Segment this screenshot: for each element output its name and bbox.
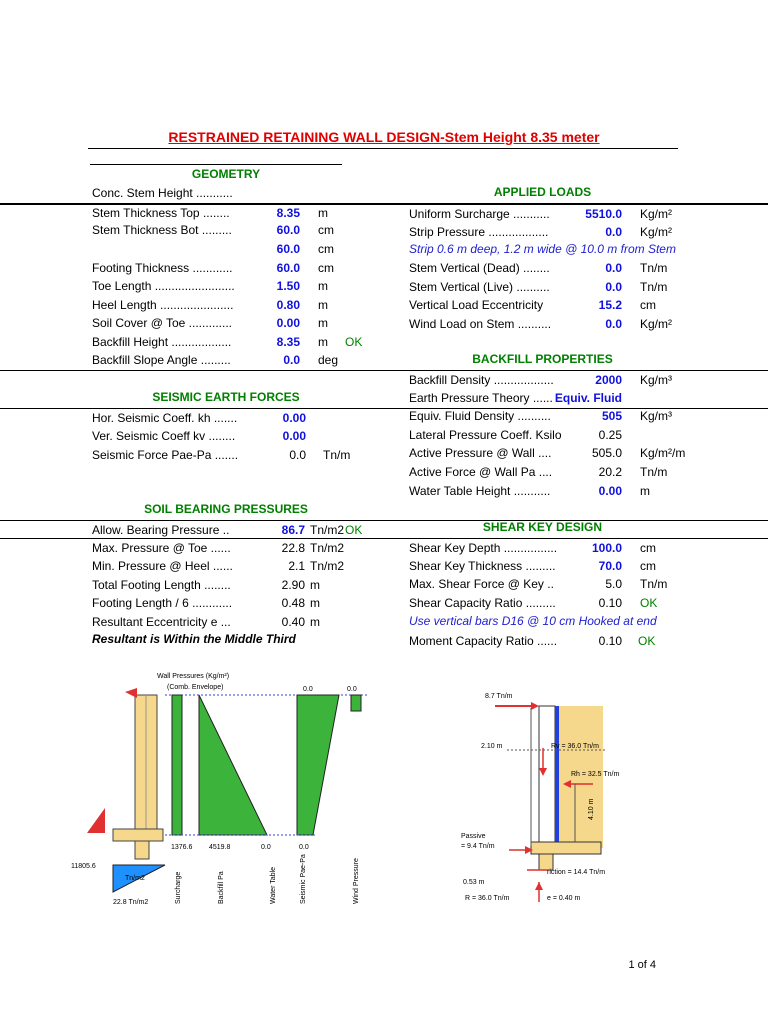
backfill-header: BACKFILL PROPERTIES	[472, 352, 613, 366]
diagram-subtitle: (Comb. Envelope)	[167, 684, 224, 691]
r-head-icon	[535, 882, 543, 890]
row-label: Active Force @ Wall Pa ....	[409, 465, 553, 479]
row-unit: m	[310, 596, 320, 611]
row-label: Toe Length ........................	[92, 279, 235, 293]
table-row	[0, 389, 768, 407]
row-label: Stem Thickness Top ........	[92, 205, 230, 220]
bars-note: Use vertical bars D16 @ 10 cm Hooked at end	[409, 614, 657, 628]
moment-status: OK	[638, 634, 656, 648]
row-label: Equiv. Fluid Density ..........	[409, 409, 551, 424]
row-value: 0.00	[282, 429, 306, 443]
wind-fill	[351, 695, 361, 711]
row-label: Heel Length ......................	[92, 297, 234, 312]
wind-top-value: 0.0	[303, 686, 313, 693]
row-label: Shear Capacity Ratio .........	[409, 595, 556, 610]
table-row	[0, 463, 768, 481]
table-row	[0, 259, 768, 277]
footing-shape	[113, 829, 163, 841]
row-value: 1.50	[276, 279, 300, 293]
row-value: 0.25	[598, 427, 622, 442]
row-label: Wind Load on Stem ..........	[409, 317, 552, 331]
row-unit: cm	[640, 558, 656, 573]
row-label: Water Table Height ...........	[409, 483, 551, 498]
row-unit: Tn/m	[640, 577, 668, 592]
bottom-val-3: 0.0	[261, 844, 271, 851]
row-label: Seismic Force Pae-Pa .......	[92, 448, 239, 462]
top-force-label: 8.7 Tn/m	[485, 693, 513, 700]
row-label: Shear Key Depth ................	[409, 541, 558, 555]
row-unit: cm	[318, 223, 334, 238]
row-value: 22.8	[281, 540, 305, 555]
row-value: 70.0	[598, 558, 622, 573]
bearing-note: Resultant is Within the Middle Third	[92, 632, 296, 646]
page-number: 1 of 4	[628, 959, 656, 971]
row-unit: cm	[640, 541, 656, 555]
geometry-header: GEOMETRY	[191, 167, 261, 181]
arrow-head-icon	[531, 702, 539, 710]
row-unit: m	[318, 316, 328, 331]
row-label: Strip Pressure ..................	[409, 224, 549, 239]
wind-top-value-2: 0.0	[347, 686, 357, 693]
row-label: Active Pressure @ Wall ....	[409, 446, 552, 461]
dim-label: 0.53 m	[463, 879, 485, 886]
applied-loads-header: APPLIED LOADS	[493, 185, 592, 199]
row-value: 0.0	[283, 353, 300, 368]
rule	[90, 164, 342, 165]
bottom-val-2: 4519.8	[209, 844, 231, 851]
table-row	[0, 370, 768, 389]
row-unit: m	[310, 615, 320, 629]
row-value: 8.35	[276, 205, 300, 220]
moment-row	[0, 632, 768, 650]
row-status: OK	[345, 334, 363, 349]
bottom-val-1: 1376.6	[171, 844, 193, 851]
stem-outline	[539, 706, 555, 848]
r-label: R = 36.0 Tn/m	[465, 895, 510, 902]
row-label: Stem Vertical (Live) ..........	[409, 279, 550, 294]
table-row	[0, 296, 768, 314]
row-label: Stem Thickness Bot .........	[92, 223, 232, 238]
row-value: 60.0	[276, 223, 300, 238]
row-label: Soil Cover @ Toe .............	[92, 316, 233, 331]
row-unit: Tn/m	[640, 279, 668, 294]
row-label: Footing Thickness ............	[92, 261, 233, 276]
label-water-table: Water Table	[270, 867, 277, 904]
row-label: Backfill Height ..................	[92, 334, 232, 349]
page-title: RESTRAINED RETAINING WALL DESIGN-Stem Height 8.35 meter	[168, 129, 600, 145]
row-value: 0.0	[605, 261, 622, 276]
row-unit: Tn/m2	[310, 540, 345, 555]
row-value: 505.0	[591, 446, 622, 461]
label-surcharge: Surcharge	[175, 871, 182, 904]
load-marker-icon	[125, 688, 137, 698]
row-label: Total Footing Length ........	[92, 577, 231, 592]
row-label: Stem Vertical (Dead) ........	[409, 261, 550, 276]
row-unit: Kg/m²	[640, 317, 673, 331]
row-label: Uniform Surcharge ...........	[409, 207, 550, 221]
e-label: e = 0.40 m	[547, 895, 581, 902]
friction-label: riction = 14.4 Tn/m	[547, 869, 606, 876]
row-value: 2.1	[288, 559, 305, 574]
row-unit: m	[318, 297, 328, 312]
row-value: 0.0	[605, 224, 622, 239]
table-row	[0, 482, 768, 500]
key-outline	[539, 854, 553, 870]
diagram-title: Wall Pressures (Kg/m²)	[157, 673, 230, 680]
row-unit: Kg/m²/m	[640, 446, 686, 461]
table-row	[0, 278, 768, 296]
row-label: Shear Key Thickness .........	[409, 558, 556, 573]
row-unit: Kg/m²	[640, 207, 673, 221]
table-row	[0, 426, 768, 444]
row-label: Conc. Stem Height ...........	[92, 186, 233, 200]
moment-label: Moment Capacity Ratio ......	[409, 634, 558, 648]
bottom-val-4: 0.0	[299, 844, 309, 851]
row-value: 0.40	[281, 615, 305, 629]
row-label: Resultant Eccentricity e ...	[92, 615, 231, 629]
row-value: 0.0	[289, 448, 306, 462]
row-label: Vertical Load Eccentricity	[409, 298, 544, 313]
row-unit: Kg/m³	[640, 409, 673, 424]
rh-label: Rh = 32.5 Tn/m	[571, 771, 620, 778]
row-label: Hor. Seismic Coeff. kh .......	[92, 411, 238, 425]
surcharge-fill	[172, 695, 182, 835]
row-value: 0.00	[276, 316, 300, 331]
label-seismic: Seismic Pae-Pa	[300, 854, 307, 904]
table-row	[0, 223, 768, 241]
toe-pressure-1: Tn/m2	[125, 875, 145, 882]
row-value: 60.0	[276, 241, 300, 256]
toe-pressure-2: 22.8 Tn/m2	[113, 899, 149, 906]
row-value: 505	[601, 409, 622, 424]
toe-value: 11805.6	[71, 863, 96, 870]
wall-pressure-diagram	[71, 668, 385, 918]
rule	[88, 148, 678, 149]
passive-label-2: = 9.4 Tn/m	[461, 843, 495, 850]
row-value: 0.0	[605, 279, 622, 294]
footing-outline	[531, 842, 601, 854]
row-value: 0.48	[281, 596, 305, 611]
row-label: Backfill Slope Angle .........	[92, 353, 231, 368]
row-unit: m	[318, 205, 328, 220]
strip-note: Strip 0.6 m deep, 1.2 m wide @ 10.0 m from Stem	[409, 242, 676, 256]
row-unit: Tn/m	[640, 465, 668, 479]
row-unit: cm	[318, 261, 334, 276]
row-unit: m	[318, 334, 328, 349]
row-value: 2.90	[281, 577, 305, 592]
row-unit: m	[318, 279, 328, 293]
row-value: 0.10	[598, 595, 622, 610]
row-label: Max. Pressure @ Toe ......	[92, 540, 231, 555]
row-value: 0.00	[282, 411, 306, 425]
row-label: Backfill Density ..................	[409, 373, 554, 387]
width-label: 2.10 m	[481, 743, 503, 750]
table-row	[0, 444, 768, 462]
table-row	[0, 557, 768, 575]
row-unit: m	[310, 577, 320, 592]
shear-key-header: SHEAR KEY DESIGN	[482, 520, 603, 534]
row-value: 60.0	[276, 261, 300, 276]
row-label: Footing Length / 6 ............	[92, 596, 233, 611]
row-value: 20.2	[598, 465, 622, 479]
row-label: Earth Pressure Theory ......	[409, 390, 553, 405]
backfill-fill	[199, 695, 267, 835]
row-label: Min. Pressure @ Heel ......	[92, 559, 233, 574]
seismic-header: SEISMIC EARTH FORCES	[152, 390, 300, 404]
passive-label-1: Passive	[461, 833, 486, 840]
table-row	[0, 204, 768, 223]
seismic-fill	[297, 695, 339, 835]
row-label: Max. Shear Force @ Key ..	[409, 577, 554, 592]
row-unit: Kg/m²	[640, 224, 673, 239]
stem-face	[555, 706, 559, 848]
force-diagram	[455, 686, 685, 906]
row-label: Ver. Seismic Coeff kv ........	[92, 429, 236, 443]
label-wind: Wind Pressure	[353, 858, 360, 904]
row-value: 5510.0	[585, 207, 622, 221]
row-value: 100.0	[591, 541, 622, 555]
row-unit: Kg/m³	[640, 373, 673, 387]
row-value: 8.35	[276, 334, 300, 349]
table-row	[0, 315, 768, 333]
key-shape	[135, 841, 149, 859]
row-unit: deg	[318, 353, 339, 368]
row-value: 15.2	[598, 298, 622, 313]
rv-label: Rv = 36.0 Tn/m	[551, 743, 599, 750]
row-unit: Tn/m2	[310, 523, 345, 537]
row-unit: Tn/m	[323, 448, 351, 462]
row-value: 2000	[595, 373, 622, 387]
table-row	[0, 594, 768, 612]
row-value: 0.00	[598, 483, 622, 498]
row-unit: Tn/m2	[310, 559, 345, 574]
bearing-header: SOIL BEARING PRESSURES	[144, 502, 308, 516]
row-label: Lateral Pressure Coeff. Ksilo	[409, 427, 562, 442]
row-value: 0.0	[605, 317, 622, 331]
row-value: Equiv. Fluid	[554, 390, 622, 405]
table-row	[0, 538, 768, 557]
row-status: OK	[345, 523, 363, 537]
row-value: 5.0	[605, 577, 622, 592]
row-value: 0.80	[276, 297, 300, 312]
row-value: 86.7	[281, 523, 305, 537]
table-row	[0, 333, 768, 351]
moment-value: 0.10	[598, 634, 622, 648]
row-unit: Tn/m	[640, 261, 668, 276]
row-unit: cm	[318, 241, 334, 256]
table-row	[0, 575, 768, 593]
row-label: Allow. Bearing Pressure ..	[92, 523, 230, 537]
label-backfill: Backfill Pa	[218, 871, 225, 904]
table-row	[0, 407, 768, 425]
height-label: 4.10 m	[588, 798, 595, 820]
row-unit: m	[640, 483, 650, 498]
row-unit: OK	[640, 595, 658, 610]
row-unit: cm	[640, 298, 656, 313]
toe-marker-icon	[87, 808, 105, 833]
